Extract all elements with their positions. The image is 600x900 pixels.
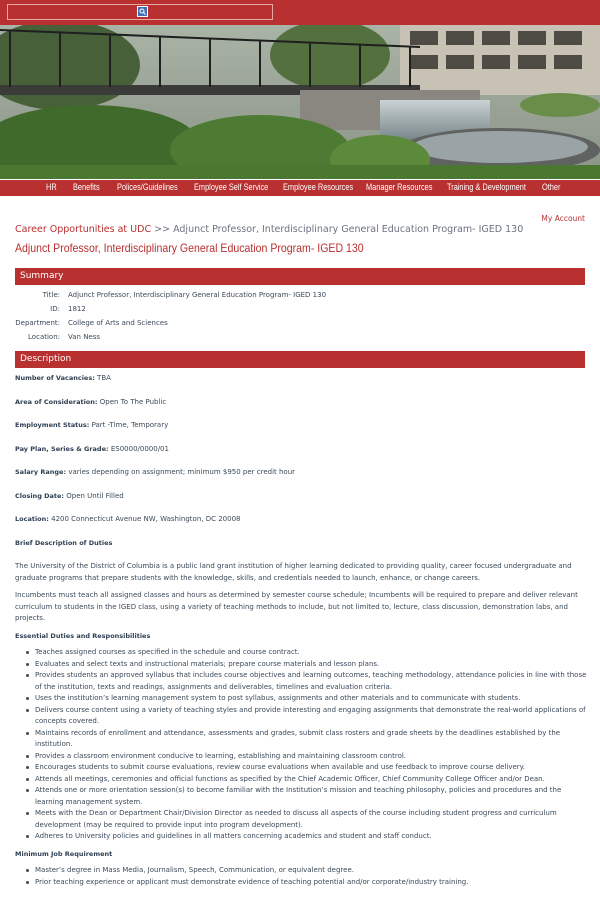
list-item: Meets with the Dean or Department Chair/Division Director as needed to discuss all aspects of the course including student progress and curriculum development (may be required to provide input into program development). bbox=[26, 808, 587, 831]
list-item: Maintains records of enrollment and attendance, assessments and grades, submit class rosters and grade sheets by the deadlines established by the institution. bbox=[26, 728, 587, 751]
field-salary bbox=[15, 467, 587, 491]
requirements-list bbox=[26, 865, 587, 888]
paragraph: Incumbents must teach all assigned classes and hours as determined by semester course schedule; Incumbents will be required to prepare and deliver relevant curriculum to students in the IGED class, using a variety of teaching methods to include, but not limited to, lecture, class discussion, demonstration labs, and projects. bbox=[15, 591, 578, 622]
duties-list bbox=[26, 647, 587, 843]
requirements-heading: Minimum Job Requirement bbox=[15, 849, 113, 858]
breadcrumb-current: Adjunct Professor, Interdisciplinary General Education Program- IGED 130 bbox=[173, 224, 524, 235]
breadcrumb-link[interactable]: Career Opportunities at UDC bbox=[15, 224, 152, 235]
nav-item-policies[interactable]: Polices/Guidelines bbox=[117, 182, 178, 192]
list-item: Encourages students to submit course evaluations, review course evaluations when available and use feedback to improve course delivery. bbox=[26, 762, 587, 774]
list-item: Provides a classroom environment conducive to learning, establishing and maintaining classroom control. bbox=[26, 751, 587, 763]
breadcrumb bbox=[15, 224, 523, 235]
breadcrumb-separator: >> bbox=[154, 224, 171, 235]
field-label: Employment Status: bbox=[15, 421, 90, 429]
field-value: ES0000/0000/01 bbox=[110, 444, 169, 453]
list-item: Adheres to University policies and guidelines in all matters concerning academics and student and staff conduct. bbox=[26, 831, 587, 843]
page-title: Adjunct Professor, Interdisciplinary General Education Program- IGED 130 bbox=[15, 241, 364, 255]
list-item: Attends one or more orientation session(s) to become familiar with the Institution’s mission and teaching philosophy, policies and procedures and the learning management system. bbox=[26, 785, 587, 808]
banner-image bbox=[0, 25, 600, 179]
field-label: Closing Date: bbox=[15, 491, 65, 500]
list-item: Uses the institution’s learning management system to post syllabus, assignments and other materials and to communicate with students. bbox=[26, 693, 587, 705]
field-value: Open To The Public bbox=[99, 397, 167, 406]
field-vacancies bbox=[15, 373, 587, 397]
summary-label: Location: bbox=[28, 333, 60, 341]
main-nav bbox=[0, 179, 600, 196]
field-label: Salary Range: bbox=[15, 468, 67, 476]
search-input[interactable] bbox=[7, 4, 273, 20]
field-value: Open Until Filled bbox=[66, 491, 124, 500]
field-value: 4200 Connecticut Avenue NW, Washington, DC 20008 bbox=[51, 515, 241, 523]
list-item: Master’s degree in Mass Media, Journalism, Speech, Communication, or equivalent degree. bbox=[26, 865, 587, 877]
summary-row-department bbox=[15, 319, 168, 327]
list-item: Provides students an approved syllabus that includes course objectives and learning outcomes, teaching methodology, attendance policies in line with those of the institution, texts and readings, assignments and deliverables, timelines and evaluation criteria. bbox=[26, 670, 587, 693]
field-employment-status bbox=[15, 420, 587, 444]
search-icon[interactable] bbox=[137, 6, 148, 17]
list-item: Delivers course content using a variety of teaching styles and provide interesting and engaging assignments that demonstrate the real-world applications of concepts covered. bbox=[26, 705, 587, 728]
list-item: Evaluates and select texts and instructional materials; prepare course materials and lesson plans. bbox=[26, 659, 587, 671]
field-pay-plan bbox=[15, 444, 587, 468]
brief-heading: Brief Description of Duties bbox=[15, 538, 113, 547]
summary-value: College of Arts and Sciences bbox=[68, 319, 168, 327]
field-area bbox=[15, 397, 587, 421]
summary-row-title bbox=[15, 291, 326, 299]
list-item: Attends all meetings, ceremonies and official functions as specified by the Chief Academic Officer, Chief Community College Officer and/or Dean. bbox=[26, 774, 587, 786]
nav-item-employee-resources[interactable]: Employee Resources bbox=[283, 182, 354, 192]
summary-label: ID: bbox=[50, 305, 60, 313]
nav-item-benefits[interactable]: Benefits bbox=[73, 182, 100, 192]
nav-item-employee-self-service[interactable]: Employee Self Service bbox=[194, 182, 269, 192]
field-value: varies depending on assignment; minimum $950 per credit hour bbox=[68, 468, 296, 476]
field-value: Part -Time, Temporary bbox=[91, 421, 169, 429]
field-label: Number of Vacancies: bbox=[15, 374, 95, 382]
description-body bbox=[15, 373, 587, 894]
list-item: Prior teaching experience or applicant must demonstrate evidence of teaching potential and/or corporate/industry training. bbox=[26, 877, 587, 889]
field-label: Location: bbox=[15, 515, 49, 523]
field-closing-date bbox=[15, 491, 587, 515]
nav-item-other[interactable]: Other bbox=[542, 182, 561, 192]
field-location bbox=[15, 514, 587, 538]
nav-item-hr[interactable]: HR bbox=[46, 182, 57, 192]
list-item: Teaches assigned courses as specified in the schedule and course contract. bbox=[26, 647, 587, 659]
field-label: Area of Consideration: bbox=[15, 397, 98, 406]
summary-header: Summary bbox=[15, 268, 585, 285]
field-label: Pay Plan, Series & Grade: bbox=[15, 444, 109, 453]
summary-value: 1812 bbox=[68, 305, 86, 313]
field-value: TBA bbox=[97, 374, 111, 382]
description-header: Description bbox=[15, 351, 585, 368]
summary-value: Adjunct Professor, Interdisciplinary General Education Program- IGED 130 bbox=[68, 291, 327, 299]
nav-item-manager-resources[interactable]: Manager Resources bbox=[366, 182, 433, 192]
summary-label: Department: bbox=[15, 319, 60, 327]
duties-heading: Essential Duties and Responsibilities bbox=[15, 631, 151, 640]
top-bar bbox=[0, 0, 600, 25]
summary-label: Title: bbox=[42, 291, 60, 299]
paragraph: The University of the District of Columbia is a public land grant institution of higher learning dedicated to providing quality, career focused undergraduate and graduate programs that prepare students with the knowledge, skills, and credentials needed to launch, enhance, or change careers. bbox=[15, 562, 572, 582]
summary-row-location bbox=[15, 333, 100, 341]
nav-item-training-development[interactable]: Training & Development bbox=[447, 182, 526, 192]
summary-value: Van Ness bbox=[68, 333, 101, 341]
summary-row-id bbox=[15, 305, 86, 313]
my-account-link[interactable]: My Account bbox=[541, 214, 585, 223]
